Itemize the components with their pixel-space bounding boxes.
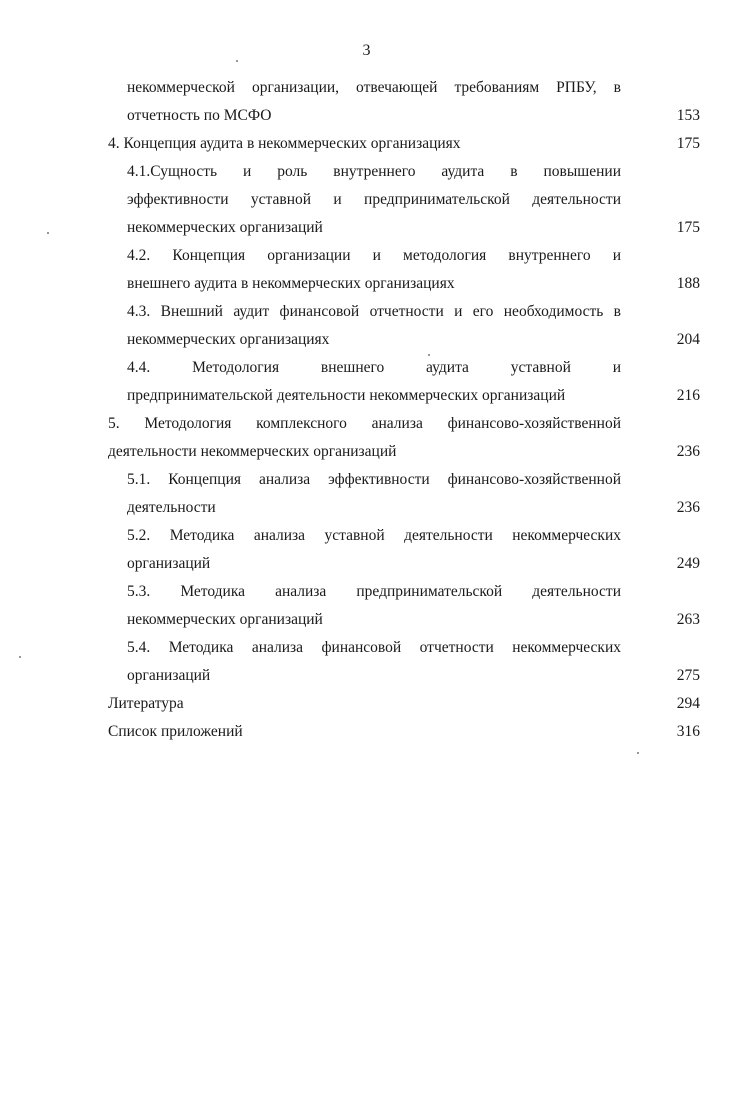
scan-speck (47, 232, 49, 234)
toc-entry-line: внешнего аудита в некоммерческих организациях (127, 275, 455, 292)
toc-entry-line: некоммерческой организации, отвечающей требованиям РПБУ, в (127, 79, 621, 96)
toc-page-number: 153 (676, 107, 700, 124)
toc-entry-line: 4.3. Внешний аудит финансовой отчетности и его необходимость в (127, 303, 621, 320)
toc-entry-line: 5.1. Концепция анализа эффективности финансово-хозяйственной (127, 471, 621, 488)
toc-entry-line: организаций (127, 555, 211, 572)
toc-entry-line: деятельности (127, 499, 216, 516)
toc-entry-line: отчетность по МСФО (127, 107, 272, 124)
toc-page-number: 263 (676, 611, 700, 628)
toc-page-number: 294 (676, 695, 700, 712)
toc-entry-line: 4.2. Концепция организации и методология внутреннего и (127, 247, 621, 264)
toc-entry-line: 5.3. Методика анализа предпринимательской деятельности (127, 583, 621, 600)
toc-entry-line: некоммерческих организаций (127, 219, 323, 236)
toc-page-number: 188 (676, 275, 700, 292)
toc-page-number: 216 (676, 387, 700, 404)
toc-entry-line: организаций (127, 667, 211, 684)
scan-speck (236, 60, 238, 62)
scan-speck (19, 656, 21, 658)
scan-speck (428, 354, 430, 356)
toc-entry-line: 5.4. Методика анализа финансовой отчетности некоммерческих (127, 639, 621, 656)
toc-entry-line: некоммерческих организациях (127, 331, 330, 348)
page-number: 3 (362, 42, 371, 59)
toc-page-number: 249 (676, 555, 700, 572)
toc-entry-line: деятельности некоммерческих организаций (108, 443, 397, 460)
toc-page-number: 204 (676, 331, 700, 348)
scan-speck (637, 752, 639, 754)
toc-entry-line: эффективности уставной и предпринимательской деятельности (127, 191, 621, 208)
toc-page-number: 275 (676, 667, 700, 684)
toc-entry-line: 5. Методология комплексного анализа финансово-хозяйственной (108, 415, 621, 432)
toc-entry-line: 4.4. Методология внешнего аудита уставной и (127, 359, 621, 376)
toc-page-number: 316 (676, 723, 700, 740)
toc-page-number: 236 (676, 499, 700, 516)
toc-page-number: 175 (676, 219, 700, 236)
toc-entry-line: Список приложений (108, 723, 243, 740)
toc-entry-line: Литература (108, 695, 184, 712)
toc-entry-line: 4. Концепция аудита в некоммерческих организациях (108, 135, 461, 152)
toc-entry-line: некоммерческих организаций (127, 611, 323, 628)
toc-entry-line: 4.1.Сущность и роль внутреннего аудита в повышении (127, 163, 621, 180)
toc-page-number: 175 (676, 135, 700, 152)
toc-entry-line: предпринимательской деятельности некоммерческих организаций (127, 387, 566, 404)
toc-page-number: 236 (676, 443, 700, 460)
toc-entry-line: 5.2. Методика анализа уставной деятельности некоммерческих (127, 527, 621, 544)
